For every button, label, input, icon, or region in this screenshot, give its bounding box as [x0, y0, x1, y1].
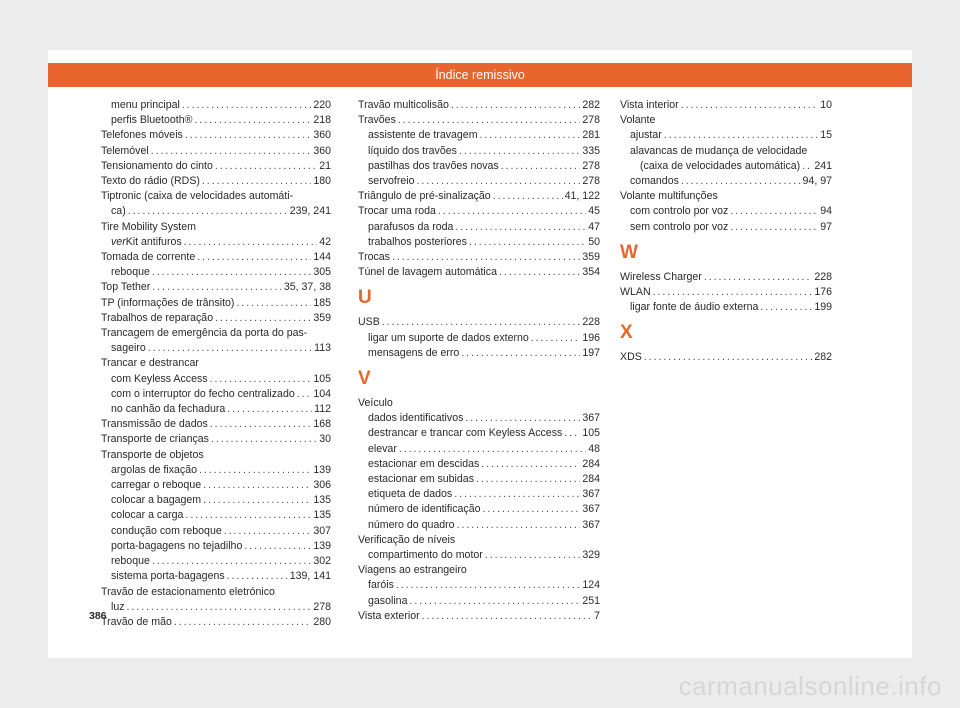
index-column-3 [620, 98, 832, 366]
watermark: carmanualsonline.info [678, 671, 942, 701]
index-entry [358, 502, 600, 517]
index-entry-page-ref: 354 [582, 266, 600, 279]
index-entry-page-ref: 307 [313, 524, 331, 537]
index-entry [620, 270, 832, 285]
leader-dots [493, 189, 563, 204]
index-entry [101, 296, 331, 311]
index-entry-term: reboque [111, 266, 150, 279]
index-entry-page-ref: 284 [582, 473, 600, 486]
index-entry-page-ref: 112 [314, 403, 331, 416]
index-entry-term: Kit antifuros [125, 235, 182, 248]
leader-dots [174, 615, 311, 630]
index-entry-heading: Tire Mobility System [101, 220, 196, 233]
leader-dots [422, 609, 592, 624]
index-entry-page-ref: 105 [313, 372, 331, 385]
leader-dots [236, 296, 311, 311]
index-entry [101, 508, 331, 523]
index-entry-page-ref: 35, 37, 38 [283, 281, 331, 294]
index-entry-term: colocar a carga [111, 509, 184, 522]
leader-dots [564, 426, 580, 441]
leader-dots [457, 518, 581, 533]
index-entry [101, 98, 331, 113]
index-entry-page-ref: 278 [582, 114, 600, 127]
index-entry [358, 128, 600, 143]
index-entry [620, 128, 832, 143]
index-entry-term: TP (informações de trânsito) [101, 296, 235, 309]
index-column-1 [101, 98, 331, 630]
leader-dots [152, 265, 311, 280]
index-entry-term: menu principal [111, 99, 180, 111]
index-entry [101, 539, 331, 554]
index-entry-page-ref: 199 [814, 301, 832, 314]
index-entry [101, 600, 331, 615]
index-entry-page-ref: 218 [313, 114, 331, 127]
index-entry-term: pastilhas dos travões novas [368, 159, 499, 172]
index-entry-term: número do quadro [368, 518, 455, 531]
index-entry-page-ref: 251 [582, 594, 600, 607]
index-entry-page-ref: 329 [582, 549, 600, 562]
index-entry-page-ref: 21 [319, 159, 331, 172]
index-entry-term: Vista interior [620, 99, 679, 111]
index-entry-term: Travão de mão [101, 615, 172, 628]
index-entry [101, 174, 331, 189]
index-entry-page-ref: 197 [582, 346, 600, 359]
index-entry-page-ref: 47 [588, 220, 600, 233]
leader-dots [461, 346, 580, 361]
index-entry-heading: Viagens ao estrangeiro [358, 564, 467, 577]
leader-dots [185, 128, 311, 143]
index-entry-heading: Trancagem de emergência da porta do pas- [101, 327, 308, 340]
leader-dots [399, 442, 586, 457]
index-entry-term: Texto do rádio (RDS) [101, 175, 200, 188]
leader-dots [398, 113, 580, 128]
index-entry-page-ref: 359 [313, 311, 331, 324]
page-header: Índice remissivo [48, 63, 912, 87]
index-entry-page-ref: 282 [582, 99, 600, 111]
index-entry [358, 174, 600, 189]
index-entry-page-ref: 48 [588, 442, 600, 455]
index-entry-page-ref: 124 [582, 579, 600, 592]
index-entry-term: reboque [111, 555, 150, 568]
leader-dots [203, 478, 311, 493]
index-entry-heading: alavancas de mudança de velocidade [630, 144, 808, 157]
leader-dots [664, 128, 818, 143]
index-entry-page-ref: 278 [582, 159, 600, 172]
index-entry [358, 548, 600, 563]
index-entry [358, 235, 600, 250]
index-entry-term: XDS [620, 351, 642, 364]
index-entry-term: com controlo por voz [630, 205, 729, 218]
leader-dots [185, 508, 311, 523]
index-entry-heading: Travão de estacionamento eletrónico [101, 585, 275, 598]
leader-dots [704, 270, 812, 285]
index-entry-term: compartimento do motor [368, 549, 483, 562]
leader-dots [128, 204, 288, 219]
leader-dots [396, 578, 580, 593]
index-entry [358, 442, 600, 457]
index-entry [620, 350, 832, 365]
index-entry-term: perfis Bluetooth® [111, 114, 193, 127]
index-entry-term: sageiro [111, 342, 146, 355]
leader-dots [202, 174, 311, 189]
index-entry-page-ref: 144 [313, 251, 331, 264]
index-entry-term: parafusos da roda [368, 220, 454, 233]
index-entry-page-ref: 15 [820, 129, 832, 142]
leader-dots [802, 159, 812, 174]
index-entry-page-ref: 239, 241 [289, 205, 331, 218]
leader-dots [469, 235, 586, 250]
index-entry [620, 98, 832, 113]
leader-dots [182, 98, 311, 113]
index-entry-term: ligar fonte de áudio externa [630, 301, 759, 314]
index-entry [358, 457, 600, 472]
index-entry-page-ref: 176 [814, 286, 832, 299]
leader-dots [451, 98, 580, 113]
leader-dots [297, 387, 312, 402]
index-entry-term: com o interruptor do fecho centralizado [111, 387, 295, 400]
leader-dots [480, 128, 581, 143]
index-entry-term: luz [111, 600, 125, 613]
leader-dots [210, 372, 312, 387]
leader-dots [455, 220, 586, 235]
index-entry-term: gasolina [368, 594, 408, 607]
index-entry-page-ref: 305 [313, 266, 331, 279]
index-entry-term: líquido dos travões [368, 144, 457, 157]
index-letter-heading: W [620, 241, 638, 263]
index-entry [101, 493, 331, 508]
index-entry [620, 285, 832, 300]
index-entry-page-ref: 335 [582, 144, 600, 157]
index-entry-page-ref: 284 [582, 457, 600, 470]
leader-dots [653, 285, 813, 300]
index-entry [358, 265, 600, 280]
index-entry-term: Vista exterior [358, 609, 420, 622]
index-entry [101, 144, 331, 159]
index-entry-term: Transporte de crianças [101, 433, 209, 446]
index-entry-page-ref: 306 [313, 479, 331, 492]
index-entry-heading: Transporte de objetos [101, 448, 204, 461]
index-entry [620, 300, 832, 315]
index-entry-page-ref: 367 [582, 412, 600, 425]
leader-dots [417, 174, 581, 189]
index-entry-page-ref: 281 [582, 129, 600, 142]
index-entry [358, 331, 600, 346]
index-entry [358, 487, 600, 502]
index-entry-term: faróis [368, 579, 394, 592]
index-entry-page-ref: 30 [319, 433, 331, 446]
index-entry-page-ref: 139 [313, 539, 331, 552]
index-entry [620, 159, 832, 174]
index-entry-page-ref: 139, 141 [289, 570, 331, 583]
leader-dots [465, 411, 580, 426]
index-entry [101, 235, 331, 250]
index-entry-term: mensagens de erro [368, 346, 460, 359]
index-entry-page-ref: 278 [582, 175, 600, 188]
index-entry [101, 265, 331, 280]
leader-dots [760, 300, 812, 315]
index-entry [620, 220, 832, 235]
index-entry-page-ref: 94, 97 [802, 175, 832, 188]
leader-dots [227, 569, 288, 584]
index-entry [101, 113, 331, 128]
index-entry-term: elevar [368, 442, 397, 455]
index-entry-page-ref: 367 [582, 503, 600, 516]
index-entry-term: Túnel de lavagem automática [358, 266, 497, 279]
index-entry-page-ref: 135 [313, 509, 331, 522]
leader-dots [482, 502, 580, 517]
index-entry-heading: Verificação de níveis [358, 533, 456, 546]
index-entry-term: sem controlo por voz [630, 220, 729, 233]
index-entry-term: Travões [358, 114, 396, 127]
leader-dots [730, 204, 818, 219]
leader-dots [476, 472, 580, 487]
index-entry [358, 159, 600, 174]
leader-dots [127, 600, 312, 615]
index-entry-term: Tomada de corrente [101, 251, 196, 264]
index-entry-heading: Volante multifunções [620, 190, 718, 203]
index-entry-page-ref: 94 [820, 205, 832, 218]
index-entry [358, 346, 600, 361]
leader-dots [499, 265, 580, 280]
index-entry [358, 98, 600, 113]
index-letter-heading: X [620, 322, 633, 344]
index-entry-page-ref: 280 [313, 615, 331, 628]
index-entry-term: Wireless Charger [620, 270, 702, 283]
index-entry-page-ref: 10 [820, 99, 832, 111]
leader-dots [392, 250, 580, 265]
leader-dots [152, 554, 311, 569]
index-entry-term: dados identificativos [368, 412, 464, 425]
index-entry [620, 174, 832, 189]
index-entry-term: comandos [630, 175, 679, 188]
leader-dots [210, 417, 312, 432]
leader-dots [152, 280, 282, 295]
index-entry-term: número de identificação [368, 503, 481, 516]
index-entry-term: argolas de fixação [111, 463, 197, 476]
leader-dots [199, 463, 311, 478]
index-entry-term: etiqueta de dados [368, 488, 453, 501]
index-entry [101, 280, 331, 295]
index-entry-term: estacionar em descidas [368, 457, 480, 470]
index-entry-page-ref: 367 [582, 518, 600, 531]
index-entry [101, 524, 331, 539]
index-entry [358, 204, 600, 219]
leader-dots [481, 457, 580, 472]
index-entry [358, 315, 600, 330]
index-entry [358, 594, 600, 609]
index-entry [358, 144, 600, 159]
index-letter-heading: V [358, 368, 371, 390]
leader-dots [382, 315, 581, 330]
index-entry [101, 463, 331, 478]
leader-dots [203, 493, 311, 508]
leader-dots [438, 204, 586, 219]
index-entry-page-ref: 278 [313, 600, 331, 613]
index-entry-page-ref: 302 [313, 555, 331, 568]
index-entry-page-ref: 367 [582, 488, 600, 501]
index-entry-page-ref: 220 [313, 99, 331, 111]
leader-dots [151, 144, 312, 159]
leader-dots [148, 341, 312, 356]
index-entry [101, 615, 331, 630]
index-entry [101, 128, 331, 143]
leader-dots [459, 144, 580, 159]
leader-dots [224, 524, 312, 539]
index-entry-heading: Trancar e destrancar [101, 357, 199, 370]
index-entry-term: com Keyless Access [111, 372, 208, 385]
index-entry [358, 113, 600, 128]
index-entry-page-ref: 41, 122 [564, 190, 600, 203]
index-entry-page-ref: 168 [313, 418, 331, 431]
index-entry-term: condução com reboque [111, 524, 222, 537]
index-entry-term: Travão multicolisão [358, 99, 449, 111]
leader-dots [485, 548, 580, 563]
index-entry [101, 387, 331, 402]
leader-dots [730, 220, 818, 235]
leader-dots [215, 311, 311, 326]
index-entry [101, 417, 331, 432]
index-entry-term: destrancar e trancar com Keyless Access [368, 427, 563, 440]
index-entry [358, 250, 600, 265]
index-entry-term: Trocar uma roda [358, 205, 436, 218]
index-entry-page-ref: 105 [582, 427, 600, 440]
index-entry-page-ref: 42 [319, 235, 331, 248]
index-entry-page-ref: 135 [313, 494, 331, 507]
index-entry-page-ref: 185 [313, 296, 331, 309]
leader-dots [501, 159, 581, 174]
index-entry [101, 569, 331, 584]
index-entry-heading: Volante [620, 114, 656, 127]
index-entry-term: Tensionamento do cinto [101, 159, 213, 172]
index-entry-term: (caixa de velocidades automática) [640, 159, 801, 172]
index-entry-page-ref: 228 [582, 316, 600, 329]
index-entry-page-ref: 360 [313, 144, 331, 157]
leader-dots [244, 539, 311, 554]
index-entry-page-ref: 50 [588, 235, 600, 248]
index-entry [358, 578, 600, 593]
index-entry [101, 372, 331, 387]
index-entry-term: ca) [111, 205, 126, 218]
index-entry-term: WLAN [620, 286, 651, 299]
index-entry-page-ref: 7 [594, 609, 600, 622]
leader-dots [215, 159, 317, 174]
index-entry-term: assistente de travagem [368, 129, 478, 142]
index-entry [358, 426, 600, 441]
leader-dots [531, 331, 581, 346]
index-entry-term: Telemóvel [101, 144, 149, 157]
leader-dots [211, 432, 317, 447]
index-entry-term: porta-bagagens no tejadilho [111, 539, 243, 552]
index-entry-term: colocar a bagagem [111, 494, 202, 507]
index-entry [358, 220, 600, 235]
index-entry [101, 554, 331, 569]
leader-dots [184, 235, 318, 250]
index-column-2 [358, 98, 600, 624]
index-entry [101, 402, 331, 417]
index-entry [101, 311, 331, 326]
index-entry-see-prefix: ver [111, 235, 126, 248]
index-entry-page-ref: 45 [588, 205, 600, 218]
index-entry-page-ref: 139 [313, 463, 331, 476]
index-entry-page-ref: 228 [814, 270, 832, 283]
index-entry-page-ref: 180 [313, 175, 331, 188]
index-entry [101, 432, 331, 447]
index-entry-page-ref: 196 [582, 331, 600, 344]
leader-dots [409, 594, 580, 609]
index-entry-term: no canhão da fechadura [111, 403, 226, 416]
leader-dots [197, 250, 311, 265]
index-entry [358, 518, 600, 533]
leader-dots [194, 113, 311, 128]
index-entry [101, 478, 331, 493]
index-entry-page-ref: 97 [820, 220, 832, 233]
index-entry [101, 250, 331, 265]
index-entry-term: Trocas [358, 251, 390, 264]
index-entry-page-ref: 359 [582, 251, 600, 264]
leader-dots [644, 350, 813, 365]
page-number: 386 [89, 610, 107, 622]
index-entry [101, 159, 331, 174]
index-entry [358, 189, 600, 204]
index-entry [358, 411, 600, 426]
index-entry-term: Transmissão de dados [101, 418, 208, 431]
index-letter-heading: U [358, 287, 372, 309]
index-entry [358, 609, 600, 624]
index-entry-page-ref: 113 [314, 342, 331, 355]
index-entry-heading: Veículo [358, 397, 393, 410]
index-entry-term: estacionar em subidas [368, 473, 474, 486]
index-entry-term: trabalhos posteriores [368, 235, 467, 248]
index-entry-page-ref: 104 [313, 387, 331, 400]
index-entry-page-ref: 282 [814, 351, 832, 364]
index-entry-term: ajustar [630, 129, 662, 142]
leader-dots [454, 487, 580, 502]
index-entry-term: USB [358, 316, 380, 329]
index-entry-page-ref: 360 [313, 129, 331, 142]
index-entry [101, 204, 331, 219]
index-entry-term: ligar um suporte de dados externo [368, 331, 529, 344]
index-entry-term: Trabalhos de reparação [101, 311, 214, 324]
index-entry-term: Telefones móveis [101, 129, 183, 142]
index-entry-heading: Tiptronic (caixa de velocidades automáti- [101, 190, 294, 203]
index-entry-term: Triângulo de pré-sinalização [358, 190, 491, 203]
index-entry [620, 204, 832, 219]
leader-dots [227, 402, 312, 417]
index-entry [101, 341, 331, 356]
leader-dots [681, 174, 801, 189]
leader-dots [681, 98, 819, 113]
index-entry-term: servofreio [368, 175, 415, 188]
index-entry-term: carregar o reboque [111, 479, 202, 492]
index-entry-term: sistema porta-bagagens [111, 570, 225, 583]
index-entry [358, 472, 600, 487]
index-entry-page-ref: 241 [814, 159, 832, 172]
index-entry-term: Top Tether [101, 281, 151, 294]
